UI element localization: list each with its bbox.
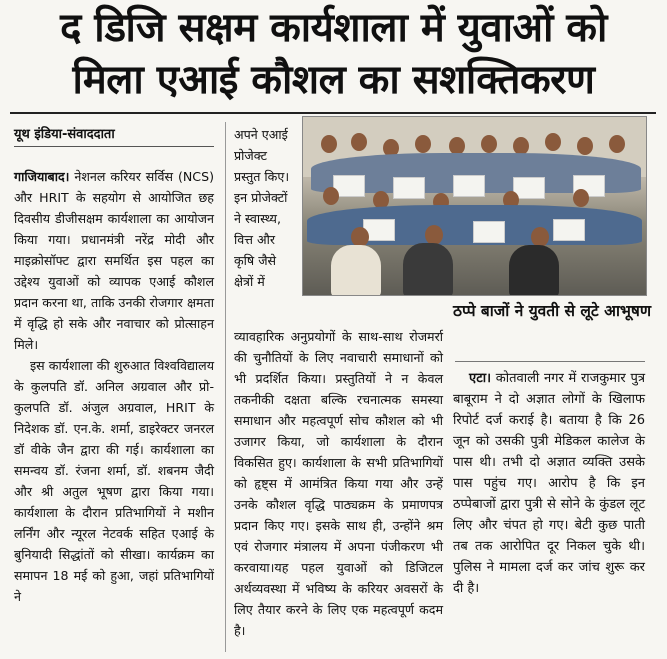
seated-person	[331, 245, 381, 296]
article-column-2-top: अपने एआई प्रोजेक्ट प्रस्तुत किए। इन प्रोजेक्टों ने स्वास्थ्य, वित्त और कृषि जैसे क्षेत्रों में	[234, 127, 290, 289]
seated-person	[509, 245, 559, 296]
person-head	[531, 227, 549, 247]
article-paragraph-2: इस कार्यशाला की शुरुआत विश्वविद्यालय के कुलपति डॉ. अनिल अग्रवाल और प्रो-कुलपति डॉ. अंजुल अग्रवाल, HRIT के निदेशक डॉ. एन.के. शर्मा, डाइरेक्टर जनरल डॉ वीके जैन द्वारा की गई। कार्यशाला का समन्वय डॉ. रंजना शर्मा, डॉ. शबनम जैदी और श्री अतुल भूषण द्वारा किया गया। कार्यशाला के दौरान प्रतिभागियों ने मशीन लर्निंग और न्यूरल नेटवर्क सहित एआई के बुनियादी सिद्धांतों को सीखा। कार्यक्रम का समापन 18 मई को हुआ, जहां प्रतिभागियों ने	[14, 358, 214, 604]
person-head	[351, 227, 369, 247]
person-head	[415, 135, 431, 153]
article-2-rule	[455, 361, 645, 362]
person-head	[425, 225, 443, 245]
certificate	[453, 175, 485, 197]
person-head	[609, 135, 625, 153]
article-2-dateline: एटा।	[469, 371, 492, 386]
workshop-group-photo	[302, 116, 647, 296]
article-2-headline: ठप्पे बाजों ने युवती से लूटे आभूषण	[452, 302, 652, 320]
certificate	[393, 177, 425, 199]
seated-person	[403, 243, 453, 296]
person-head	[351, 133, 367, 151]
headline-line-2: मिला एआई कौशल का सशक्तिकरण	[72, 57, 595, 103]
article-column-1	[14, 166, 214, 607]
certificate	[553, 219, 585, 241]
article-2-text: कोतवाली नगर में राजकुमार पुत्र बाबूराम ने दो अज्ञात लोगों के खिलाफ रिपोर्ट दर्ज कराई है। बताया है कि 26 जून को उसकी पुत्री मेडिकल कालेज के पास थी। तभी दो अज्ञात व्यक्ति उसके पास पहुंच गए। आरोप है कि इन ठप्पेबाजों द्वारा पुत्री से सोने के कुंडल लूट लिए और चंपत हो गए। बेटी कुछ पाती तब तक आरोपित दूर निकल चुके थी। पुलिस ने मामला दर्ज कर जांच शुरू कर दी है।	[453, 371, 645, 596]
person-head	[545, 133, 561, 151]
headline-rule	[10, 112, 656, 114]
person-head	[481, 135, 497, 153]
article-paragraph-1: नेशनल करियर सर्विस (NCS) और HRIT के सहयोग से आयोजित छह दिवसीय डीजीसक्षम कार्यशाला का आयोजन किया गया। प्रधानमंत्री नरेंद्र मोदी और माइक्रोसॉफ्ट द्वारा समर्थित इस पहल का उद्देश्य युवाओं को व्यापक एआई कौशल प्रदान करना था, ताकि उनकी रोजगार क्षमता में वृद्धि हो सके और नवाचार को प्रोत्साहन मिले।	[14, 169, 214, 352]
byline-rule	[14, 146, 214, 147]
person-head	[323, 187, 339, 205]
byline: यूथ इंडिया-संवाददाता	[14, 127, 115, 142]
person-head	[573, 189, 589, 207]
dateline: गाजियाबाद।	[14, 169, 70, 184]
article-2-body	[453, 368, 645, 599]
person-head	[577, 137, 593, 155]
certificate	[473, 221, 505, 243]
headline-line-1: द डिजि सक्षम कार्यशाला में युवाओं को	[60, 5, 607, 51]
headline	[0, 2, 667, 106]
person-head	[321, 135, 337, 153]
article-column-2: व्यावहारिक अनुप्रयोगों के साथ-साथ रोजमर्रा की चुनौतियों के लिए नवाचारी समाधानों को भी प्रदर्शित किया। प्रस्तुतियों ने न केवल तकनीकी दक्षता बल्कि रचनात्मक समस्या समाधान और महत्वपूर्ण सोच कौशल को भी उजागर किया, जो कार्यशाला के दौरान विकसित हुए। कार्यशाला के सभी प्रतिभागियों को हृष्ट्स में आमंत्रित किया गया और उन्हें उनके कौशल वृद्धि पाठ्यक्रम के प्रमाणपत्र प्रदान किए गए। इसके साथ ही, उन्होंने श्रम एवं रोजगार मंत्रालय में अपना पंजीकरण भी करवाया।यह पहल युवाओं को डिजिटल अर्थव्यवस्था में भविष्य के करियर अवसरों के लिए तैयार करने के लिए एक महत्वपूर्ण कदम है।	[234, 329, 443, 638]
column-divider	[225, 122, 226, 652]
